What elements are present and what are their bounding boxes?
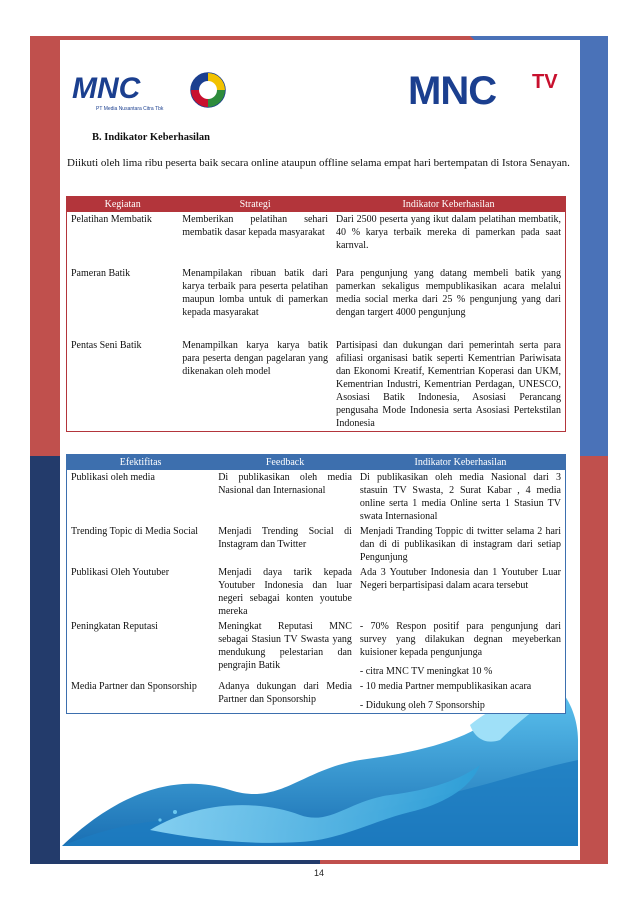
cell-indikator: Para pengunjung yang datang membeli batik yang pamerkan sekaligus mempublikasikan acara melalui media social merka dari 25 % pengunjung yang dari dengan targert 4000 pengunjung — [335, 268, 561, 318]
indikator-line: - Didukung oleh 7 Sponsorship — [359, 700, 485, 711]
indikator-line: - 70% Respon positif para pengunjung dari survey yang dilakukan degnan meyeberkan kuisioner kepada pengunjunga — [359, 621, 561, 658]
cell-efektifitas: Peningkatan Reputasi — [71, 621, 158, 632]
header-efektifitas: Efektifitas — [67, 455, 215, 471]
table-row — [67, 679, 566, 714]
indikator-line: Ada 3 Youtuber Indonesia dan 1 Youtuber Luar Negeri berpartisipasi dalam acara tersebut — [359, 567, 561, 591]
mnc-group-logo — [70, 68, 230, 121]
cell-feedback: Meningkat Reputasi MNC sebagai Stasiun TV Swasta yang mendukung pelestarian dan pengrajin Batik — [218, 621, 352, 671]
cell-efektifitas: Trending Topic di Media Social — [71, 526, 199, 537]
cell-strategi: Menampilkan karya karya batik para peserta dengan pagelaran yang dikenakan oleh model — [182, 340, 328, 377]
cell-indikator — [356, 679, 566, 714]
effectiveness-indicator-table — [66, 454, 566, 714]
table-row — [67, 619, 566, 679]
indikator-line: - 10 media Partner mempublikasikan acara — [359, 681, 532, 692]
table-row — [67, 524, 566, 565]
indikator-line: - citra MNC TV meningkat 10 % — [359, 666, 493, 677]
right-logo-wordmark: MNC — [408, 69, 497, 110]
cell-feedback: Adanya dukungan dari Media Partner dan Sponsorship — [218, 681, 352, 705]
cell-feedback: Menjadi Trending Social di Instagram dan Twitter — [218, 526, 352, 550]
header-strategi: Strategi — [178, 197, 332, 213]
cell-strategi: Menampilakan ribuan batik dari karya terbaik para peserta pelatihan maupun lomba untuk di pamerkan kepada masyarakat — [182, 268, 328, 318]
cell-efektifitas: Publikasi Oleh Youtuber — [71, 567, 170, 578]
header-kegiatan: Kegiatan — [67, 197, 179, 213]
table-header-row — [67, 455, 566, 471]
page-number: 14 — [313, 868, 324, 878]
header-indikator: Indikator Keberhasilan — [356, 455, 566, 471]
cell-efektifitas: Publikasi oleh media — [71, 472, 155, 483]
table-row — [67, 470, 566, 524]
cell-indikator — [356, 524, 566, 565]
cell-indikator — [356, 565, 566, 619]
table-header-row — [67, 197, 566, 213]
intro-paragraph: Diikuti oleh lima ribu peserta baik secara online ataupun offline selama empat hari bertempatan di Istora Senayan. — [67, 157, 570, 169]
cell-indikator — [356, 470, 566, 524]
cell-kegiatan: Pentas Seni Batik — [71, 340, 142, 351]
activity-indicator-table — [66, 196, 566, 432]
indikator-line: Di publikasikan oleh media Nasional dari 3 stasuin TV Swasta, 2 Surat Kabar , 4 media online serta 1 media Online serta 1 Stasiun TV swata Internasional — [359, 472, 561, 522]
left-logo-wordmark: MNC — [72, 72, 141, 105]
header-feedback: Feedback — [214, 455, 356, 471]
right-logo-suffix: TV — [532, 71, 558, 93]
cell-kegiatan: Pelatihan Membatik — [71, 214, 152, 225]
cell-strategi: Memberikan pelatihan sehari membatik dasar kepada masyarakat — [182, 214, 328, 238]
mnctv-logo — [408, 66, 578, 115]
cell-indikator: Partisipasi dan dukungan dari pemerintah serta para afiliasi organisasi batik seperti Kementrian Pariwisata dan Ekonomi Kreatif, Kementrian Koperasi dan UKM, Kementrian Industri, Kementrian Perdagan, UNESCO, Asosiasi Batik Indonesia, Asosiasi Perancang pengusaha Mode Indonesia serta Asosiasi Pertekstilan Indonesia — [335, 340, 561, 429]
indikator-line: Menjadi Tranding Toppic di twitter selama 2 hari dan di di publikasikan di instagram dari setiap Pengunjung — [359, 526, 561, 563]
section-title: B. Indikator Keberhasilan — [92, 132, 210, 143]
cell-feedback: Menjadi daya tarik kepada Youtuber Indonesia dan luar negeri sebagai konten youtube mereka — [218, 567, 352, 617]
cell-indikator: Dari 2500 peserta yang ikut dalam pelatihan membatik, 40 % karya terbaik mereka di pamerkan pada saat karnval. — [335, 214, 561, 251]
table-row — [67, 338, 566, 432]
left-logo-tagline: PT Media Nusantara Citra Tbk — [96, 106, 164, 112]
table-row — [67, 266, 566, 338]
table-row — [67, 565, 566, 619]
cell-feedback: Di publikasikan oleh media Nasional dan Internasional — [218, 472, 352, 496]
table-row — [67, 212, 566, 266]
header-indikator: Indikator Keberhasilan — [332, 197, 566, 213]
cell-indikator — [356, 619, 566, 679]
cell-efektifitas: Media Partner dan Sponsorship — [71, 681, 197, 692]
cell-kegiatan: Pameran Batik — [71, 268, 131, 279]
